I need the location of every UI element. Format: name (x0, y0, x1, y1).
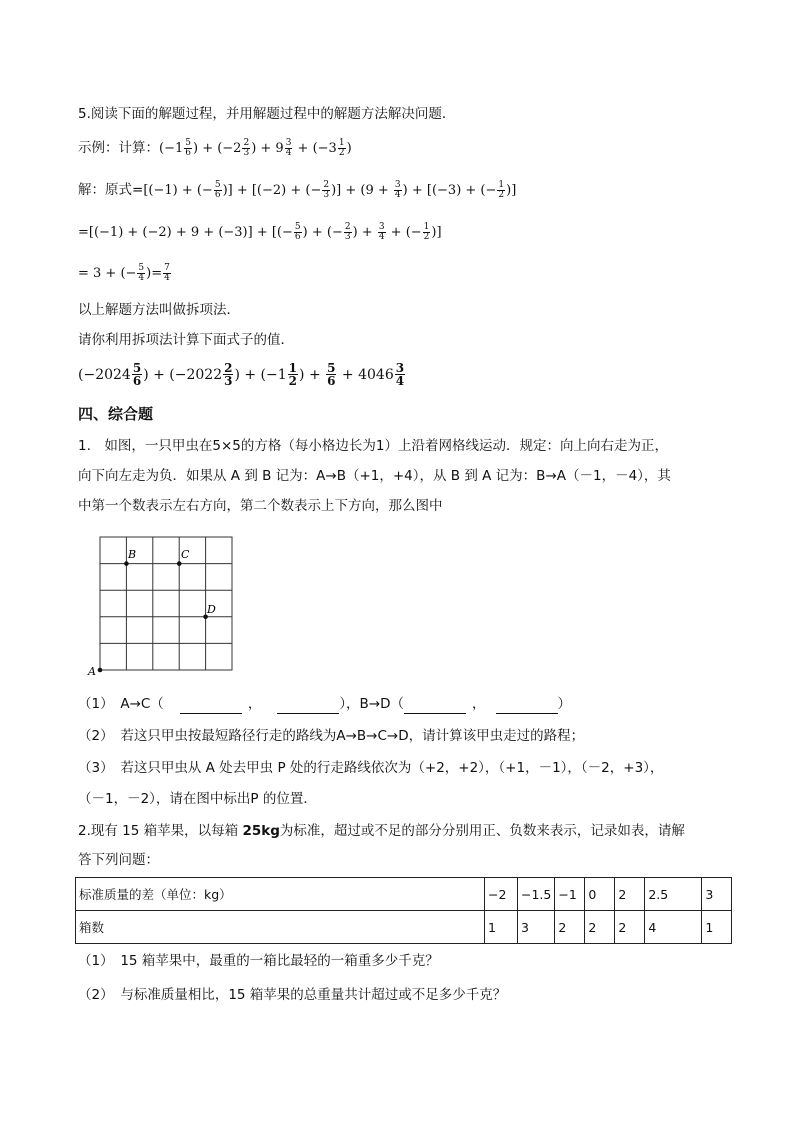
table-cell: 3 (518, 911, 555, 944)
q5-example-label: 示例：计算： (78, 140, 159, 156)
table-cell: 2 (615, 911, 645, 944)
label-c: C (181, 548, 190, 561)
beetle-grid-diagram (86, 530, 246, 680)
section-title: 四、综合题 (78, 405, 154, 423)
label-b: B (128, 548, 137, 561)
q5-task-expression: (−2024 $\frac{5}{6}$ ) + (−2022 $\frac{2}{3}$ ) + (−1 $\frac{1}{2}$ ) + $\frac{5}{6}$ + 4046 $\frac{3}{4}$ (78, 361, 405, 388)
blank-ac-x[interactable] (180, 699, 242, 714)
table-header-cell: 箱数 (76, 911, 485, 944)
p2-line2: 答下列问题： (78, 852, 159, 868)
q5-solution-line1: 解：原式=[(−1) + (− $\frac{5}{6}$ )] + [(−2) + (− $\frac{2}{3}$ )] + (9 + $\frac{3}{4}$ ) + [(−3) + (− $\frac{1}{2}$ )] (78, 180, 517, 200)
blank-ac-y[interactable] (277, 699, 339, 714)
table-row (76, 878, 732, 911)
p1-sub3-line1: （3） 若这只甲虫从 A 处去甲虫 P 处的行走路线依次为（+2，+2），（+1，－1），（－2，+3）， (78, 760, 664, 776)
q5-solution-line3: = 3 + (− $\frac{5}{4}$ )= $\frac{7}{4}$ (78, 263, 170, 283)
point-a (98, 668, 103, 673)
table-cell: −1 (555, 878, 585, 911)
label-a: A (88, 665, 96, 678)
blank-bd-x[interactable] (404, 699, 466, 714)
table-cell: 2.5 (645, 878, 702, 911)
table-cell: 2 (615, 878, 645, 911)
p1-sub2: （2） 若这只甲虫按最短路径行走的路线为A→B→C→D，请计算该甲虫走过的路程； (78, 728, 585, 744)
q5-example-expr: (−1 $\frac{5}{6}$ ) + (−2 $\frac{2}{3}$ ) + 9 $\frac{3}{4}$ + (−3 $\frac{1}{2}$ ) (159, 138, 352, 158)
p1-line3: 中第一个数表示左右方向，第二个数表示上下方向，那么图中 (78, 498, 443, 514)
q5-solution-line2: =[(−1) + (−2) + 9 + (−3)] + [(− $\frac{5}{6}$ ) + (− $\frac{2}{3}$ ) + $\frac{3}{4}$ + (− $\frac{1}{2}$ )] (78, 222, 442, 242)
p1-line2: 向下向左走为负．如果从 A 到 B 记为：A→B（+1，+4），从 B 到 A 记为：B→A（－1，－4），其 (78, 468, 671, 484)
point-b (124, 561, 129, 566)
q5-example (78, 138, 352, 159)
table-header-cell: 标准质量的差（单位：kg） (76, 878, 485, 911)
q5-task: 请你利用拆项法计算下面式子的值． (78, 332, 294, 348)
p1-sub1: （1） A→C（ ， ），B→D（ ， ） (78, 696, 572, 712)
table-cell: 0 (585, 878, 615, 911)
p1-sub3-line2: （－1，－2），请在图中标出P 的位置． (78, 791, 317, 807)
table-cell: 1 (702, 911, 732, 944)
table-cell: 2 (555, 911, 585, 944)
table-cell: −2 (485, 878, 518, 911)
q5-method-note: 以上解题方法叫做拆项法． (78, 302, 240, 318)
point-c (177, 561, 182, 566)
table-cell: 4 (645, 911, 702, 944)
table-cell: −1.5 (518, 878, 555, 911)
p1-line1: 1. 如图，一只甲虫在5×5的方格（每小格边长为1）上沿着网格线运动．规定：向上向右走为正， (78, 438, 668, 454)
table-cell: 2 (585, 911, 615, 944)
blank-bd-y[interactable] (496, 699, 558, 714)
table-cell: 1 (485, 911, 518, 944)
apple-weight-table (75, 877, 732, 944)
table-cell: 3 (702, 878, 732, 911)
table-row (76, 911, 732, 944)
p2-sub1: （1） 15 箱苹果中，最重的一箱比最轻的一箱重多少千克？ (78, 953, 439, 969)
label-d: D (207, 603, 216, 616)
p2-sub2: （2） 与标准质量相比，15 箱苹果的总重量共计超过或不足多少千克？ (78, 987, 507, 1003)
p2-line1: 2.现有 15 箱苹果，以每箱 25kg为标准，超过或不足的部分分别用正、负数来表示，记录如表，请解 (78, 823, 685, 839)
q5-intro: 5.阅读下面的解题过程，并用解题过程中的解题方法解决问题． (78, 106, 456, 122)
